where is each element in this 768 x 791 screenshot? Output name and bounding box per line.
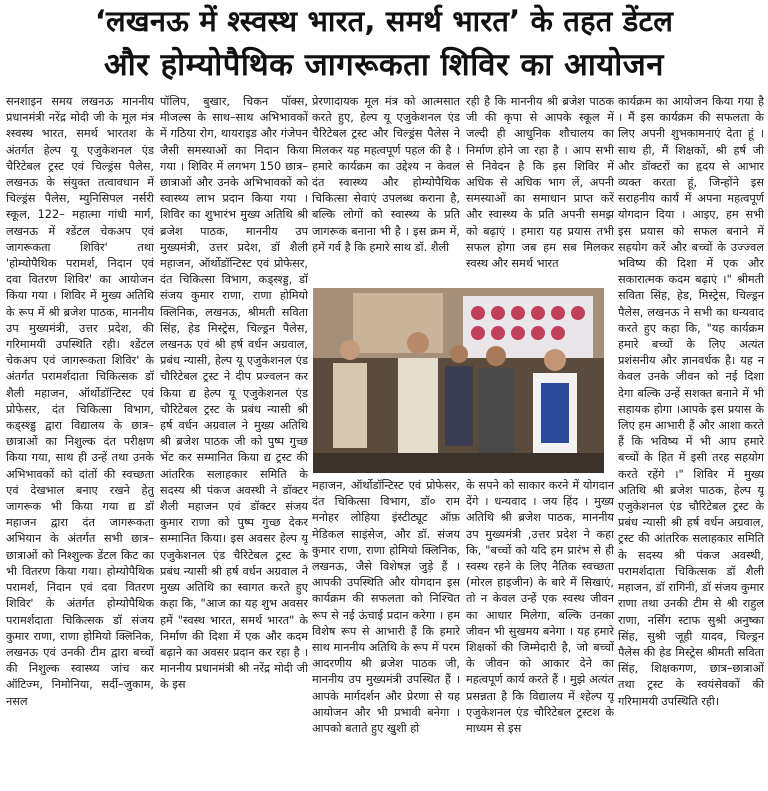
event-photo-illustration	[313, 288, 604, 473]
headline-line-1: ‘लखनऊ में श्स्वस्थ भारत, समर्थ भारत’ के तहत डेंटल	[94, 4, 674, 38]
column-3-top-text: प्रेरणादायक मूल मंत्र को आत्मसात करते हुए, हेल्प यू एजुकेशनल एंड चैरिटेबल ट्रस्ट और चिल्ड्रंस पैलेस ने मिलकर यह महत्वपूर्ण पहल की है । हमारे कार्यक्रम का उद्देश्य न केवल दंत स्वास्थ्य और होम्योपैथिक चिकित्सा सेवाएं उपलब्ध कराना है, बल्कि लोगों को स्वास्थ्य के प्रति जागरूक बनाना भी है । इस क्रम में, हमें गर्व है कि हमारे साथ डॉ. शैली	[312, 95, 460, 254]
column-2-text: पॉलिप, बुखार, चिकन पॉक्स, मीजल्स के साथ–साथ अभिभावकों में गठिया रोग, थायराइड और गंजेपन जैसी समस्याओं का निदान किया गया । शिविर में लगभग 150 छात्र–छात्राओं और उनके अभिभावकों को स्वास्थ्य लाभ प्रदान किया गया । शिविर का शुभारंभ मुख्य अतिथि श्री ब्रजेश पाठक, माननीय उप मुख्यमंत्री, उत्तर प्रदेश, डॉ शैली महाजन, ऑर्थोडॉन्टिस्ट एवं प्रोफेसर, दंत चिकित्सा विभाग, कड्स्श्ड्ड, डॉ संजय कुमार राणा, राणा होमियो क्लिनिक, लखनऊ, श्रीमती सविता सिंह, हेड मिस्ट्रेस, चिल्ड्रन पैलेस, लखनऊ एवं श्री हर्ष वर्धन अग्रवाल, प्रबंध न्यासी, हेल्प यू एजुकेशनल एंड चौरिटेबल ट्रस्ट ने दीप प्रज्वलन कर किया द्य हेल्प यू एजुकेशनल एंड चौरिटेबल ट्रस्ट के प्रबंध न्यासी श्री हर्ष वर्धन अग्रवाल ने मुख्य अतिथि श्री ब्रजेश पाठक जी को पुष्प गुच्छ भेंट कर सम्मानित किया द्य ट्रस्ट की आंतरिक सलाहकार समिति के सदस्य श्री पंकज अवस्थी ने डॉक्टर शैली महाजन एवं डॉक्टर संजय कुमार राणा को पुष्प गुच्छ देकर सम्मानित किया। इस अवसर हेल्प यू एजुकेशनल एंड चैरिटेबल ट्रस्ट के प्रबंध न्यासी श्री हर्ष वर्धन अग्रवाल ने मुख्य अतिथि का स्वागत करते हुए कहा कि, "आज का यह शुभ अवसर हमें "स्वस्थ भारत, समर्थ भारत" के निर्माण की दिशा में एक और कदम बढ़ाने का अवसर प्रदान कर रहा है । माननीय प्रधानमंत्री श्री नरेंद्र मोदी जी के इस	[160, 95, 308, 692]
article-column-3-bottom	[312, 478, 460, 791]
article-column-4-bottom	[466, 478, 614, 791]
article-column-1	[6, 94, 154, 791]
column-4-bottom-text: के सपने को साकार करने में योगदान देंगे । धन्यवाद । जय हिंद । मुख्य अतिथि श्री ब्रजेश पाठक, माननीय उप मुख्यमंत्री ,उत्तर प्रदेश ने कहा कि, "बच्चों को यदि हम प्रारंभ से ही स्वस्थ रहने के लिए नैतिक स्वच्छता (मोरल हाइजीन) के बारे में सिखाएं, तो न केवल उन्हें एक स्वस्थ जीवन का आधार मिलेगा, बल्कि उनका जीवन भी सुखमय बनेगा । यह हमारे शिक्षकों की जिम्मेदारी है, जो बच्चों के जीवन को आकार देने का महत्वपूर्ण कार्य करते हैं । मुझे अत्यंत प्रसन्नता है कि विद्यालय में श्हेल्प यू एजुकेशनल एंड चौरिटेबल ट्रस्टश के माध्यम से इस	[466, 479, 614, 736]
column-3-bottom-text: महाजन, ऑर्थोडॉन्टिस्ट एवं प्रोफेसर, दंत चिकित्सा विभाग, डॉ० राम मनोहर लोहिया इंस्टीट्यूट ऑफ़ मेडिकल साइंसेज, और डॉ. संजय कुमार राणा, राणा होमियो क्लिनिक, लखनऊ, जैसे विशेषज्ञ जुड़े हैं । आपकी उपस्थिति और योगदान इस कार्यक्रम की सफलता को निश्चित रूप से नई ऊंचाई प्रदान करेगा । हम विशेष रूप से आभारी हैं कि हमारे साथ माननीय अतिथि के रूप में परम आदरणीय श्री ब्रजेश पाठक जी, माननीय उप मुख्यमंत्री उपस्थित हैं । आपके मार्गदर्शन और प्रेरणा से यह आयोजन और भी प्रभावी बनेगा । आपको बताते हुए खुशी हो	[312, 479, 460, 736]
column-1-text: सनशाइन समय लखनऊ माननीय प्रधानमंत्री नरेंद्र मोदी जी के मूल मंत्र श्स्वस्थ भारत, समर्थ भारतश के अंतर्गत हेल्प यू एजुकेशनल एंड चैरिटेबल ट्रस्ट एवं चिल्ड्रंस पैलेस, लखनऊ के संयुक्त तत्वावधान में चिल्ड्रंस पैलेस, म्युनिसिपल नर्सरी स्कूल, 122– महात्मा गांधी मार्ग, लखनऊ में श्डेंटल चेकअप एवं जागरूकता शिविर' तथा 'होम्योपैथिक परामर्श, निदान एवं दवा वितरण शिविर' का आयोजन किया गया । शिविर में मुख्य अतिथि के रूप में श्री ब्रजेश पाठक, माननीय उप मुख्यमंत्री, उत्तर प्रदेश, की गरिमामयी उपस्थिति रही। श्डेंटल चेकअप एवं जागरूकता शिविर' के अंतर्गत परामर्शदाता चिकित्सक डॉ शैली महाजन, ऑर्थोडॉन्टिस्ट एवं प्रोफेसर, दंत चिकित्सा विभाग, कड्स्श्ड्ड द्वारा विद्यालय के छात्र–छात्राओं का निशुल्क दंत परीक्षण किया गया, साथ ही उन्हें तथा उनके अभिभावकों को दांतों की स्वच्छता एवं देखभाल बनाए रखने हेतु जागरूक भी किया गया द्य डॉ महाजन द्वारा दंत जागरूकता अभियान के अंतर्गत सभी छात्र–छात्राओं को निश्शुल्क डेंटल किट का भी वितरण किया गया। होम्योपैथिक परामर्श, निदान एवं दवा वितरण शिविर' के अंतर्गत होम्योपैथिक परामर्शदाता चिकित्सक डॉ संजय कुमार राणा, राणा होमियो क्लिनिक, लखनऊ एवं उनकी टीम द्वारा बच्चों की निशुल्क स्वास्थ्य जांच कर ऑटिज्म, निमोनिया, सर्दी–जुकाम, नसल	[6, 95, 154, 708]
headline-line-2: और होम्योपैथिक जागरूकता शिविर का आयोजन	[103, 47, 665, 83]
article-column-5	[618, 94, 764, 791]
article-column-3-top	[312, 94, 460, 284]
headline	[0, 0, 768, 88]
event-photo	[313, 288, 604, 473]
article-column-2	[160, 94, 308, 791]
column-4-top-text: रही है कि माननीय श्री ब्रजेश पाठक जी की कृपा से आपके स्कूल में जल्दी ही आधुनिक शौचालय का निर्माण होने जा रहा है । आप सभी से निवेदन है कि इस शिविर में अधिक से अधिक भाग लें, अपनी समस्याओं का समाधान प्राप्त करें और स्वास्थ्य के प्रति अपनी समझ को बढ़ाएं । हमारा यह प्रयास तभी सफल होगा जब हम सब मिलकर स्वस्थ और समर्थ भारत	[466, 95, 614, 271]
article-column-4-top	[466, 94, 614, 284]
column-5-text: कार्यक्रम का आयोजन किया गया है । मैं इस कार्यक्रम की सफलता के लिए अपनी शुभकामनाएं देता हूं । साथ ही, मैं शिक्षकों, श्री हर्ष जी और डॉक्टरों का हृदय से आभार व्यक्त करता हूं, जिन्होंने इस सराहनीय कार्य में अपना महत्वपूर्ण योगदान दिया । आइए, हम सभी इस प्रयास को सफल बनाने में सहयोग करें और बच्चों के उज्ज्वल भविष्य की दिशा में एक और सकारात्मक कदम बढ़ाएं ।" श्रीमती सविता सिंह, हेड, मिस्ट्रेस, चिल्ड्रन पैलेस, लखनऊ ने सभी का धन्यवाद करते हुए कहा कि, "यह कार्यक्रम हमारे बच्चों के लिए अत्यंत प्रशंसनीय और ज्ञानवर्धक है। यह न केवल उनके जीवन को नई दिशा देगा बल्कि उन्हें सशक्त बनाने में भी सहायक होगा ।आपके इस प्रयास के लिए हम आभारी हैं और आशा करते हैं कि भविष्य में भी आप हमारे बच्चों के हित में इसी तरह सहयोग करते रहेंगे ।" शिविर में मुख्य अतिथि श्री ब्रजेश पाठक, हेल्प यू एजुकेशनल एंड चौरिटेबल ट्रस्ट के प्रबंध न्यासी श्री हर्ष वर्धन अग्रवाल, ट्रस्ट की आंतरिक सलाहकार समिति के सदस्य श्री पंकज अवस्थी, परामर्शदाता चिकित्सक डॉ शैली महाजन, डॉ रागिनी, डॉ संजय कुमार राणा तथा उनकी टीम से श्री राहुल राणा, नर्सिंग स्टाफ सुश्री अनुष्का सिंह, सुश्री जूही यादव, चिल्ड्रन पैलेस की हेड मिस्ट्रेस श्रीमती सविता सिंह, शिक्षकगण, छात्र–छात्राओं तथा ट्रस्ट के स्वयंसेवकों की गरिमामयी उपस्थिति रही।	[618, 95, 764, 708]
